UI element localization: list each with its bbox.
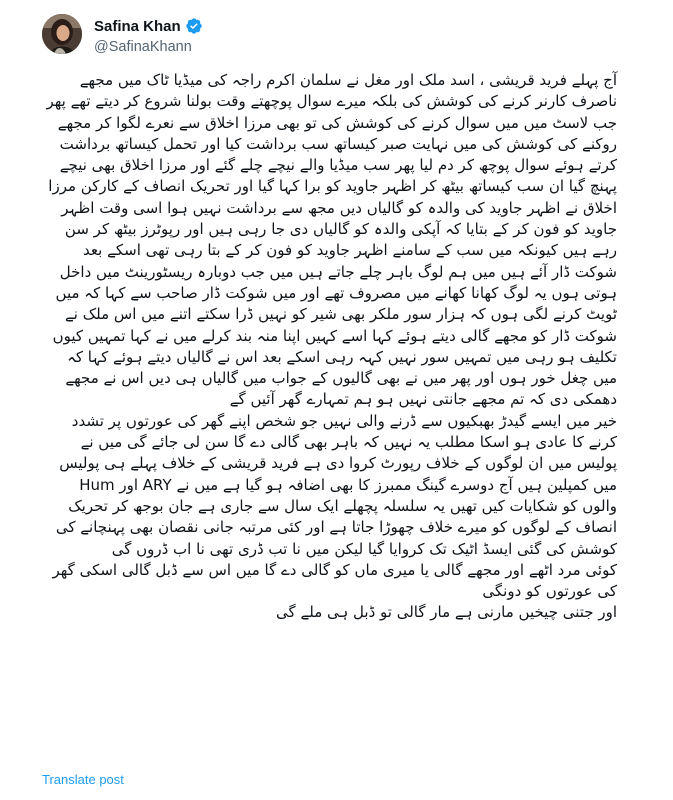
translate-post-link[interactable]: Translate post <box>42 772 124 787</box>
avatar-image <box>42 14 82 54</box>
post-paragraph: خیر میں ایسے گیدڑ بھبکیوں سے ڈرنے والی نہیں جو شخص اپنے گھر کی عورتوں پر تشدد کرنے کا عادی ہو اسکا مطلب یہ نہیں کہ باہر بھی گالی دے گا سن لی جائے گی میں نے پولیس میں ان لوگوں کے خلاف رپورٹ کروا دی ہے فرید قریشی کے خلاف پہلے ہی پولیس میں کمپلین ہیں آج دوسرے گینگ ممبرز کا بھی اضافہ ہو گیا ہے میں نے ARY اور Hum والوں کو شکایات کیں تھیں یہ سلسلہ پچھلے ایک سال سے جاری ہے جان بوجھ کر تحریک انصاف کے لوگوں کو میرے خلاف چھوڑا جاتا ہے اور کئی مرتبہ جانی نقصان بھی پہنچانے کی کوشش کی گئی ایسڈ اٹیک تک کروایا گیا لیکن میں نا تب ڈری تھی نا اب ڈروں گی <box>55 411 617 558</box>
post-paragraph: آج پہلے فرید قریشی ، اسد ملک اور مغل نے سلمان اکرم راجہ کی میڈیا ٹاک میں مجھے ناصرف کارنر کرنے کی کوشش کی بلکہ میرے سوال پوچھتے وقت بولنا شروع کر دیتے تھے پھر جب لاسٹ میں میں سوال کرنے کی کوشش کی تو بھی مرزا اخلاق سے نعرے لگوا کر مجھے روکنے کی کوشش کی میں نہایت صبر کیساتھ سب برداشت کیا اور تحمل کیساتھ برداشت کرتے ہوئے سوال پوچھ کر دم لیا پھر سب میڈیا والے نیچے چلے گئے اور مرزا اخلاق بھی نیچے پہنچ گیا ان سب کیساتھ بیٹھ کر اظہر جاوید کو برا کہا گیا اور تحریک انصاف کے کارکن مرزا اخلاق نے اظہر جاوید کی والدہ کو گالیاں دیں مجھ سے برداشت نہیں ہوا اسی وقت اظہر جاوید کو فون کر کے بتایا کہ آپکی والدہ کو گالیاں دی جا رہی ہیں اور رپوٹرز بیٹھ کر سن رہے ہیں کیونکہ میں سب کے سامنے اظہر جاوید کو فون کر کے بتا رہی تھی اسکے بعد شوکت ڈار آئے ہیں میں ہم لوگ باہر چلے جاتے ہیں میں جب دوبارہ ریسٹورینٹ میں داخل ہوتی ہوں یہ لوگ کھانا کھانے میں مصروف تھے اور میں شوکت ڈار صاحب سے کہا کہ میں ٹویٹ کرنے لگی ہوں کہ ہزار سور ملکر بھی شیر کو نہیں ڈرا سکتے اتنے میں اس ملک نے شوکت ڈار کو مجھے گالی دیتے ہوئے کہا اسے کہیں اپنا منہ بند کرلے میں نے کہا تمہیں کیوں تکلیف ہو رہی میں تمہیں سور نہیں کہہ رہی اسکے بعد اس نے گالیاں دیتے ہوئے کہا کہ میں چغل خور ہوں اور پھر میں نے بھی گالیوں کے جواب میں گالیاں ہی دیں اس نے مجھے دھمکی دی کہ تم مجھے جانتی نہیں ہو ہم تمہارے گھر آئیں گے <box>46 71 617 409</box>
avatar[interactable] <box>42 14 82 54</box>
post-header <box>42 14 642 64</box>
post-text <box>42 70 617 624</box>
verified-badge-icon[interactable] <box>185 17 203 35</box>
user-handle[interactable]: @SafinaKhann <box>94 39 192 55</box>
post-paragraph: اور جتنی چیخیں مارنی ہے مار گالی تو ڈبل ہی ملے گی <box>276 603 617 622</box>
post-paragraph: کوئی مرد اٹھے اور مجھے گالی یا میری ماں کو گالی دے گا میں اس سے ڈبل گالی اسکی گھر کی عورتوں کو دونگی <box>52 560 617 601</box>
display-name[interactable]: Safina Khan <box>94 17 181 35</box>
name-line <box>94 17 203 35</box>
